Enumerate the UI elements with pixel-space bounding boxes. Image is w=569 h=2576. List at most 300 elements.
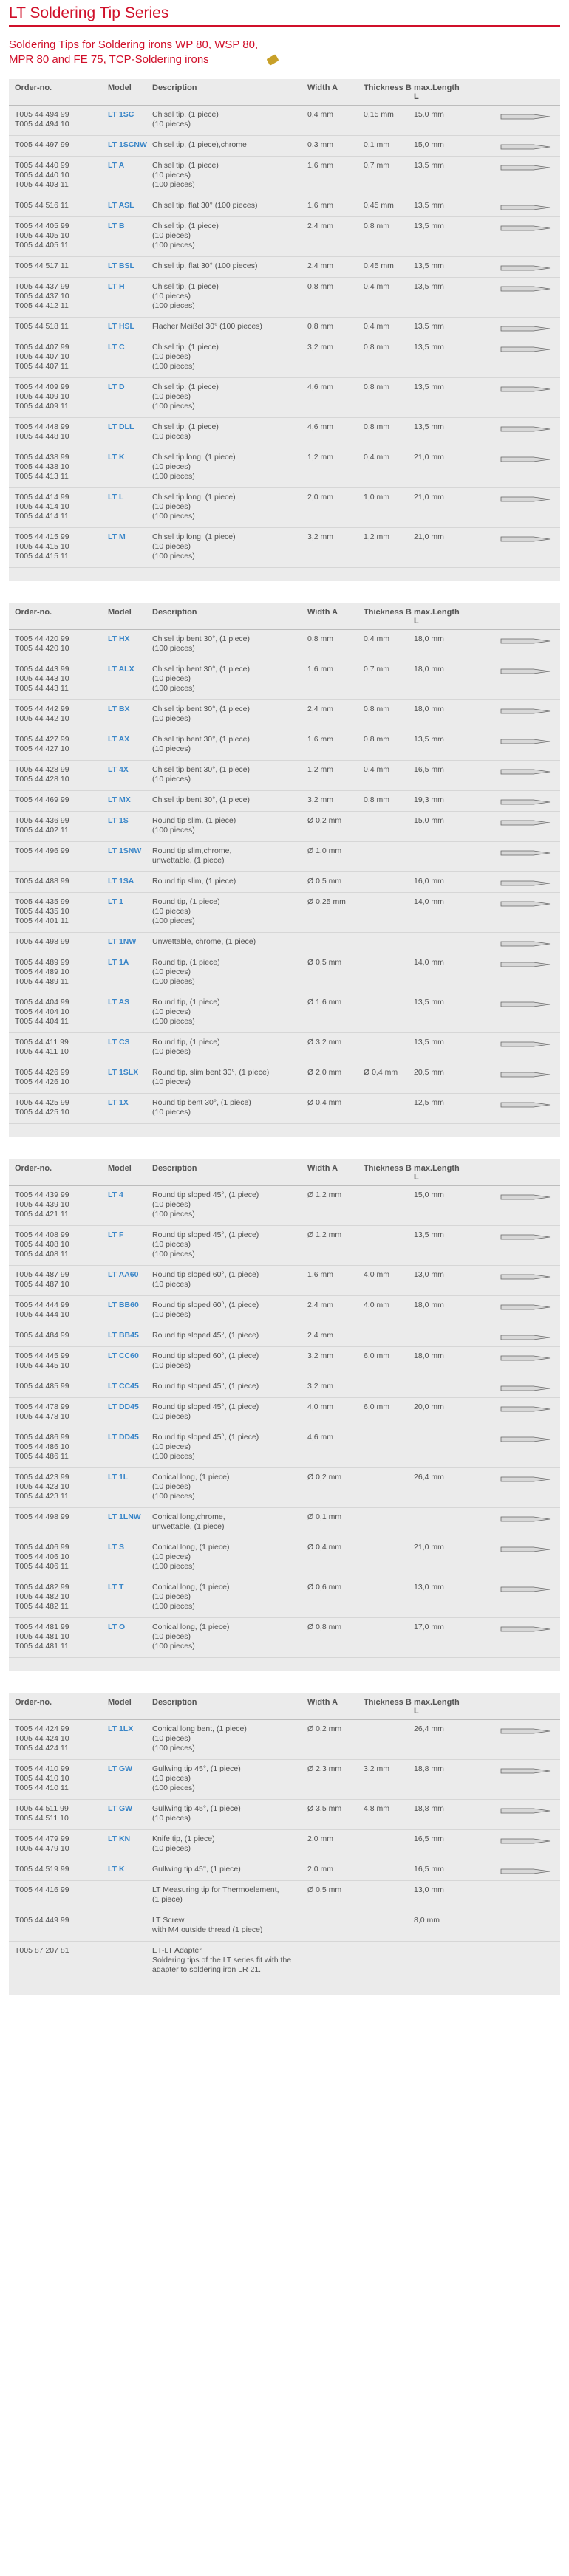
description-line: (100 pieces) xyxy=(152,402,195,411)
table-row xyxy=(9,1398,560,1428)
order-number: T005 44 486 10 xyxy=(15,1442,69,1451)
order-number-cell xyxy=(9,1583,108,1611)
table-header xyxy=(9,79,560,106)
order-number-cell xyxy=(9,1191,108,1219)
description-line: Round tip sloped 60°, (1 piece) xyxy=(152,1301,259,1309)
description-line: (10 pieces) xyxy=(152,432,191,441)
table-row xyxy=(9,448,560,488)
length-value: 18,0 mm xyxy=(414,634,444,643)
column-header-model: Model xyxy=(108,608,132,617)
length-value: 13,0 mm xyxy=(414,1885,444,1894)
description-cell xyxy=(152,665,307,693)
tip-drawing-icon xyxy=(500,1514,551,1524)
width-value: Ø 0,6 mm xyxy=(307,1583,342,1592)
order-number-cell xyxy=(9,1916,108,1935)
thickness-value: 0,45 mm xyxy=(364,201,394,210)
order-number: T005 44 402 11 xyxy=(15,826,69,835)
model-name: LT GW xyxy=(108,1804,133,1813)
width-value: 2,4 mm xyxy=(307,705,334,713)
description-line: LT Measuring tip for Thermoelement, xyxy=(152,1885,279,1894)
description-cell xyxy=(152,1543,307,1572)
table-row xyxy=(9,1800,560,1830)
length-value: 15,0 mm xyxy=(414,816,444,825)
order-number: T005 44 440 99 xyxy=(15,161,69,170)
description-line: Flacher Meißel 30° (100 pieces) xyxy=(152,322,262,331)
order-number: T005 44 414 11 xyxy=(15,512,69,521)
table-row xyxy=(9,1347,560,1377)
model-name xyxy=(108,1885,152,1905)
order-number: T005 44 427 99 xyxy=(15,735,69,744)
order-number: T005 44 518 11 xyxy=(15,322,69,331)
column-header-length: max.Length L xyxy=(414,1164,460,1182)
table-section xyxy=(9,1159,560,1671)
description-cell xyxy=(152,322,307,332)
tip-drawing-icon xyxy=(500,1192,551,1202)
description-line: Conical long, (1 piece) xyxy=(152,1473,230,1481)
width-value: 1,2 mm xyxy=(307,453,334,462)
order-number: T005 44 445 99 xyxy=(15,1352,69,1360)
order-number: T005 44 428 10 xyxy=(15,775,69,784)
length-value: 18,8 mm xyxy=(414,1764,444,1773)
thickness-value: 0,8 mm xyxy=(364,222,390,230)
model-name: LT CS xyxy=(108,1038,130,1046)
length-value: 13,5 mm xyxy=(414,383,444,391)
description-line: Round tip, (1 piece) xyxy=(152,1038,220,1046)
order-number-cell xyxy=(9,422,108,442)
description-cell xyxy=(152,846,307,866)
column-header-length: max.Length L xyxy=(414,83,460,101)
column-header-description: Description xyxy=(152,1698,197,1707)
tip-picture xyxy=(461,1835,560,1854)
length-value: 13,5 mm xyxy=(414,1230,444,1239)
table-row xyxy=(9,1508,560,1538)
length-value: 13,0 mm xyxy=(414,1583,444,1592)
tip-picture xyxy=(461,222,560,250)
order-number-cell xyxy=(9,1804,108,1823)
table-row xyxy=(9,1618,560,1658)
model-name: LT L xyxy=(108,493,124,501)
order-number: T005 44 440 10 xyxy=(15,171,69,179)
order-number: T005 44 414 99 xyxy=(15,493,69,501)
description-line: with M4 outside thread (1 piece) xyxy=(152,1925,263,1934)
order-number: T005 44 423 11 xyxy=(15,1492,69,1501)
order-number-cell xyxy=(9,1402,108,1422)
order-number-cell xyxy=(9,735,108,754)
description-cell xyxy=(152,1804,307,1823)
subtitle-text: Soldering Tips for Soldering irons WP 80, WSP 80, MPR 80 and FE 75, TCP-Soldering irons xyxy=(9,38,259,66)
order-number: T005 44 498 99 xyxy=(15,1513,69,1521)
width-value: Ø 0,1 mm xyxy=(307,1513,342,1521)
description-line: (10 pieces) xyxy=(152,1814,191,1823)
order-number-cell xyxy=(9,453,108,482)
order-number: T005 44 443 99 xyxy=(15,665,69,674)
tip-drawing-icon xyxy=(500,1332,551,1343)
tip-drawing-icon xyxy=(500,1434,551,1445)
description-line: (100 pieces) xyxy=(152,1210,195,1219)
order-number: T005 44 479 10 xyxy=(15,1844,69,1853)
description-line: Gullwing tip 45°, (1 piece) xyxy=(152,1764,241,1773)
model-name: LT T xyxy=(108,1583,124,1592)
description-line: (10 pieces) xyxy=(152,292,191,301)
order-number: T005 44 415 10 xyxy=(15,542,69,551)
description-cell xyxy=(152,998,307,1027)
column-header-width: Width A xyxy=(307,1698,338,1707)
column-header-order: Order-no. xyxy=(15,1698,52,1707)
thickness-value xyxy=(364,1916,414,1935)
description-line: Chisel tip bent 30°, (1 piece) xyxy=(152,634,251,643)
thickness-value xyxy=(364,1865,414,1874)
order-number-cell xyxy=(9,877,108,886)
description-cell xyxy=(152,816,307,835)
description-line: Gullwing tip 45°, (1 piece) xyxy=(152,1865,241,1874)
tip-drawing-icon xyxy=(500,1624,551,1634)
description-line: Round tip slim,chrome, xyxy=(152,846,232,855)
order-number: T005 44 411 99 xyxy=(15,1038,69,1046)
order-number: T005 44 410 10 xyxy=(15,1774,69,1783)
description-line: Round tip, (1 piece) xyxy=(152,897,220,906)
model-name: LT 1 xyxy=(108,897,123,906)
order-number-cell xyxy=(9,705,108,724)
thickness-value xyxy=(364,1885,414,1905)
order-number-cell xyxy=(9,1331,108,1340)
description-cell xyxy=(152,1402,307,1422)
column-header-order: Order-no. xyxy=(15,1164,52,1173)
width-value: Ø 0,5 mm xyxy=(307,1885,342,1894)
order-number: T005 44 489 10 xyxy=(15,967,69,976)
order-number: T005 44 404 11 xyxy=(15,1017,69,1026)
width-value: Ø 0,5 mm xyxy=(307,958,342,967)
tip-picture xyxy=(461,1583,560,1611)
table-row xyxy=(9,812,560,842)
tip-picture xyxy=(461,161,560,190)
tip-picture xyxy=(461,937,560,947)
model-name: LT M xyxy=(108,532,126,541)
description-line: Round tip, (1 piece) xyxy=(152,998,220,1007)
tip-drawing-icon xyxy=(500,666,551,676)
description-line: (100 pieces) xyxy=(152,1250,195,1258)
order-number: T005 44 425 10 xyxy=(15,1108,69,1117)
model-name: LT DD45 xyxy=(108,1433,139,1442)
length-value xyxy=(414,1382,461,1391)
width-value: 3,2 mm xyxy=(307,532,334,541)
order-number-cell xyxy=(9,1382,108,1391)
width-value: Ø 0,4 mm xyxy=(307,1098,342,1107)
tip-picture xyxy=(461,343,560,371)
description-line: (10 pieces) xyxy=(152,171,191,179)
table-section xyxy=(9,603,560,1137)
tip-picture xyxy=(461,1804,560,1823)
description-line: (100 pieces) xyxy=(152,1744,195,1753)
model-name: LT ALX xyxy=(108,665,134,674)
description-line: (10 pieces) xyxy=(152,1310,191,1319)
description-line: (100 pieces) xyxy=(152,977,195,986)
description-line: Chisel tip bent 30°, (1 piece) xyxy=(152,705,251,713)
length-value: 15,0 mm xyxy=(414,140,444,149)
width-value: Ø 0,8 mm xyxy=(307,1623,342,1631)
order-number-cell xyxy=(9,343,108,371)
tip-drawing-icon xyxy=(500,1544,551,1555)
description-cell xyxy=(152,1433,307,1462)
model-name: LT MX xyxy=(108,795,131,804)
tip-picture xyxy=(461,1098,560,1117)
tip-drawing-icon xyxy=(500,112,551,122)
table-section xyxy=(9,1693,560,1995)
width-value: Ø 0,5 mm xyxy=(307,877,342,886)
description-line: (10 pieces) xyxy=(152,352,191,361)
order-number-cell xyxy=(9,493,108,521)
order-number: T005 44 415 11 xyxy=(15,552,69,561)
table-header xyxy=(9,1159,560,1186)
thickness-value: 4,0 mm xyxy=(364,1270,390,1279)
order-number: T005 44 479 99 xyxy=(15,1835,69,1843)
tip-picture xyxy=(461,1352,560,1371)
order-number: T005 44 438 10 xyxy=(15,462,69,471)
length-value xyxy=(414,1513,461,1532)
tip-picture xyxy=(461,1885,560,1905)
description-line: (10 pieces) xyxy=(152,1200,191,1209)
order-number-cell xyxy=(9,634,108,654)
table-row xyxy=(9,1468,560,1508)
table-row xyxy=(9,933,560,953)
order-number: T005 44 478 10 xyxy=(15,1412,69,1421)
description-cell xyxy=(152,1885,307,1905)
order-number: T005 44 439 10 xyxy=(15,1200,69,1209)
thickness-value: 0,8 mm xyxy=(364,795,390,804)
width-value: Ø 2,3 mm xyxy=(307,1764,342,1773)
tip-drawing-icon xyxy=(500,848,551,858)
tip-drawing-icon xyxy=(500,424,551,434)
table-row xyxy=(9,953,560,993)
order-number: T005 44 408 10 xyxy=(15,1240,69,1249)
description-line: Round tip sloped 45°, (1 piece) xyxy=(152,1230,259,1239)
width-value: 2,0 mm xyxy=(307,1835,334,1843)
width-value: 1,6 mm xyxy=(307,161,334,170)
order-number: T005 44 409 11 xyxy=(15,402,69,411)
thickness-value xyxy=(364,846,414,866)
table-row xyxy=(9,1538,560,1578)
table-row xyxy=(9,528,560,568)
model-name: LT B xyxy=(108,222,125,230)
tip-drawing-icon xyxy=(500,494,551,504)
length-value: 16,5 mm xyxy=(414,1865,444,1874)
tip-drawing-icon xyxy=(500,1866,551,1877)
model-name xyxy=(108,1916,152,1935)
width-value: 4,0 mm xyxy=(307,1402,334,1411)
width-value xyxy=(307,1946,364,1975)
tip-picture xyxy=(461,383,560,411)
thickness-value: 1,0 mm xyxy=(364,493,390,501)
order-number: T005 44 408 99 xyxy=(15,1230,69,1239)
order-number: T005 44 494 99 xyxy=(15,110,69,119)
length-value: 13,5 mm xyxy=(414,735,444,744)
order-number: T005 44 405 99 xyxy=(15,222,69,230)
description-line: (100 pieces) xyxy=(152,644,195,653)
order-number: T005 44 494 10 xyxy=(15,120,69,129)
description-cell xyxy=(152,261,307,271)
tip-picture xyxy=(461,634,560,654)
model-name: LT 1X xyxy=(108,1098,129,1107)
description-line: (10 pieces) xyxy=(152,1632,191,1641)
length-value: 21,0 mm xyxy=(414,453,444,462)
order-number-cell xyxy=(9,1473,108,1501)
thickness-value: 0,45 mm xyxy=(364,261,394,270)
model-name: LT AX xyxy=(108,735,130,744)
table-row xyxy=(9,791,560,812)
description-line: Round tip sloped 45°, (1 piece) xyxy=(152,1382,259,1391)
width-value: Ø 1,2 mm xyxy=(307,1230,342,1239)
model-name: LT H xyxy=(108,282,125,291)
description-line: (100 pieces) xyxy=(152,552,195,561)
order-number: T005 44 425 99 xyxy=(15,1098,69,1107)
model-name: LT 1LNW xyxy=(108,1513,141,1521)
description-line: Chisel tip, (1 piece) xyxy=(152,222,219,230)
description-line: (100 pieces) xyxy=(152,684,195,693)
model-name: LT K xyxy=(108,1865,125,1874)
width-value: 0,8 mm xyxy=(307,634,334,643)
order-number: T005 44 407 99 xyxy=(15,343,69,352)
tip-drawing-icon xyxy=(500,142,551,152)
model-name: LT 1L xyxy=(108,1473,129,1481)
column-header-description: Description xyxy=(152,608,197,617)
length-value: 14,0 mm xyxy=(414,958,444,967)
description-line: (100 pieces) xyxy=(152,1492,195,1501)
length-value: 21,0 mm xyxy=(414,532,444,541)
width-value: Ø 0,4 mm xyxy=(307,1543,342,1552)
description-line: (10 pieces) xyxy=(152,1047,191,1056)
tip-drawing-icon xyxy=(500,1836,551,1846)
description-cell xyxy=(152,735,307,754)
description-line: (10 pieces) xyxy=(152,1240,191,1249)
order-number: T005 44 409 99 xyxy=(15,383,69,391)
order-number-cell xyxy=(9,383,108,411)
table-row xyxy=(9,1226,560,1266)
thickness-value: 1,2 mm xyxy=(364,532,390,541)
table-row xyxy=(9,1266,560,1296)
description-cell xyxy=(152,1382,307,1391)
model-name: LT BB60 xyxy=(108,1301,139,1309)
description-cell xyxy=(152,222,307,250)
thickness-value: 0,4 mm xyxy=(364,453,390,462)
thickness-value xyxy=(364,1543,414,1572)
description-cell xyxy=(152,1068,307,1087)
description-line: (10 pieces) xyxy=(152,1774,191,1783)
model-name: LT 4X xyxy=(108,765,129,774)
description-line: Conical long, (1 piece) xyxy=(152,1583,230,1592)
order-number-cell xyxy=(9,1885,108,1905)
column-header-model: Model xyxy=(108,83,132,92)
order-number: T005 44 424 11 xyxy=(15,1744,69,1753)
description-line: Unwettable, chrome, (1 piece) xyxy=(152,937,256,946)
tip-picture xyxy=(461,877,560,886)
description-line: (100 pieces) xyxy=(152,1642,195,1651)
description-line: Conical long, (1 piece) xyxy=(152,1543,230,1552)
order-number-cell xyxy=(9,222,108,250)
description-line: Chisel tip, (1 piece) xyxy=(152,282,219,291)
length-value: 13,5 mm xyxy=(414,322,444,331)
column-header-order: Order-no. xyxy=(15,608,52,617)
description-line: Chisel tip bent 30°, (1 piece) xyxy=(152,735,251,744)
table-row xyxy=(9,1428,560,1468)
model-name: LT 1A xyxy=(108,958,129,967)
order-number: T005 44 443 10 xyxy=(15,674,69,683)
tip-drawing-icon xyxy=(500,454,551,465)
tip-picture xyxy=(461,1068,560,1087)
description-cell xyxy=(152,532,307,561)
description-line: (10 pieces) xyxy=(152,1734,191,1743)
table-row xyxy=(9,418,560,448)
description-cell xyxy=(152,1473,307,1501)
description-cell xyxy=(152,1331,307,1340)
thickness-value: 0,4 mm xyxy=(364,765,390,774)
description-cell xyxy=(152,140,307,150)
model-name: LT AA60 xyxy=(108,1270,139,1279)
thickness-value: 0,4 mm xyxy=(364,634,390,643)
model-name: LT A xyxy=(108,161,125,170)
description-line: (10 pieces) xyxy=(152,1280,191,1289)
thickness-value: 4,8 mm xyxy=(364,1804,390,1813)
table-row xyxy=(9,761,560,791)
length-value: 13,5 mm xyxy=(414,422,444,431)
thickness-value xyxy=(364,958,414,987)
order-number: T005 44 412 11 xyxy=(15,301,69,310)
thickness-value: 0,15 mm xyxy=(364,110,394,119)
thickness-value xyxy=(364,1724,414,1753)
thickness-value xyxy=(364,1433,414,1462)
description-line: (100 pieces) xyxy=(152,1602,195,1611)
order-number: T005 44 420 10 xyxy=(15,644,69,653)
length-value: 16,0 mm xyxy=(414,877,444,886)
order-number: T005 44 424 99 xyxy=(15,1724,69,1733)
order-number-cell xyxy=(9,532,108,561)
tip-drawing-icon xyxy=(500,202,551,213)
length-value xyxy=(414,1946,461,1975)
description-line: Chisel tip, (1 piece) xyxy=(152,343,219,352)
length-value: 13,5 mm xyxy=(414,282,444,291)
table-row xyxy=(9,1720,560,1760)
header xyxy=(0,0,569,67)
description-line: (10 pieces) xyxy=(152,120,191,129)
order-number: T005 44 482 99 xyxy=(15,1583,69,1592)
tip-picture xyxy=(461,1230,560,1259)
thickness-value xyxy=(364,1382,414,1391)
width-value: 0,8 mm xyxy=(307,322,334,331)
order-number: T005 44 423 10 xyxy=(15,1482,69,1491)
tip-drawing-icon xyxy=(500,899,551,909)
tip-picture xyxy=(461,1402,560,1422)
table-row xyxy=(9,1881,560,1911)
description-cell xyxy=(152,1623,307,1651)
tip-picture xyxy=(461,1513,560,1532)
width-value: 0,3 mm xyxy=(307,140,334,149)
tip-drawing-icon xyxy=(500,818,551,828)
description-line: (100 pieces) xyxy=(152,917,195,925)
table-row xyxy=(9,318,560,338)
description-cell xyxy=(152,1946,307,1975)
table-row xyxy=(9,106,560,136)
width-value: 4,6 mm xyxy=(307,1433,334,1442)
order-number: T005 44 517 11 xyxy=(15,261,69,270)
thickness-value xyxy=(364,1098,414,1117)
description-cell xyxy=(152,282,307,311)
order-number: T005 44 511 99 xyxy=(15,1804,69,1813)
tip-picture xyxy=(461,1623,560,1651)
description-cell xyxy=(152,422,307,442)
width-value: 2,4 mm xyxy=(307,1301,334,1309)
order-number: T005 44 416 99 xyxy=(15,1885,69,1894)
order-number: T005 44 482 11 xyxy=(15,1602,69,1611)
tip-picture xyxy=(461,532,560,561)
description-cell xyxy=(152,1724,307,1753)
